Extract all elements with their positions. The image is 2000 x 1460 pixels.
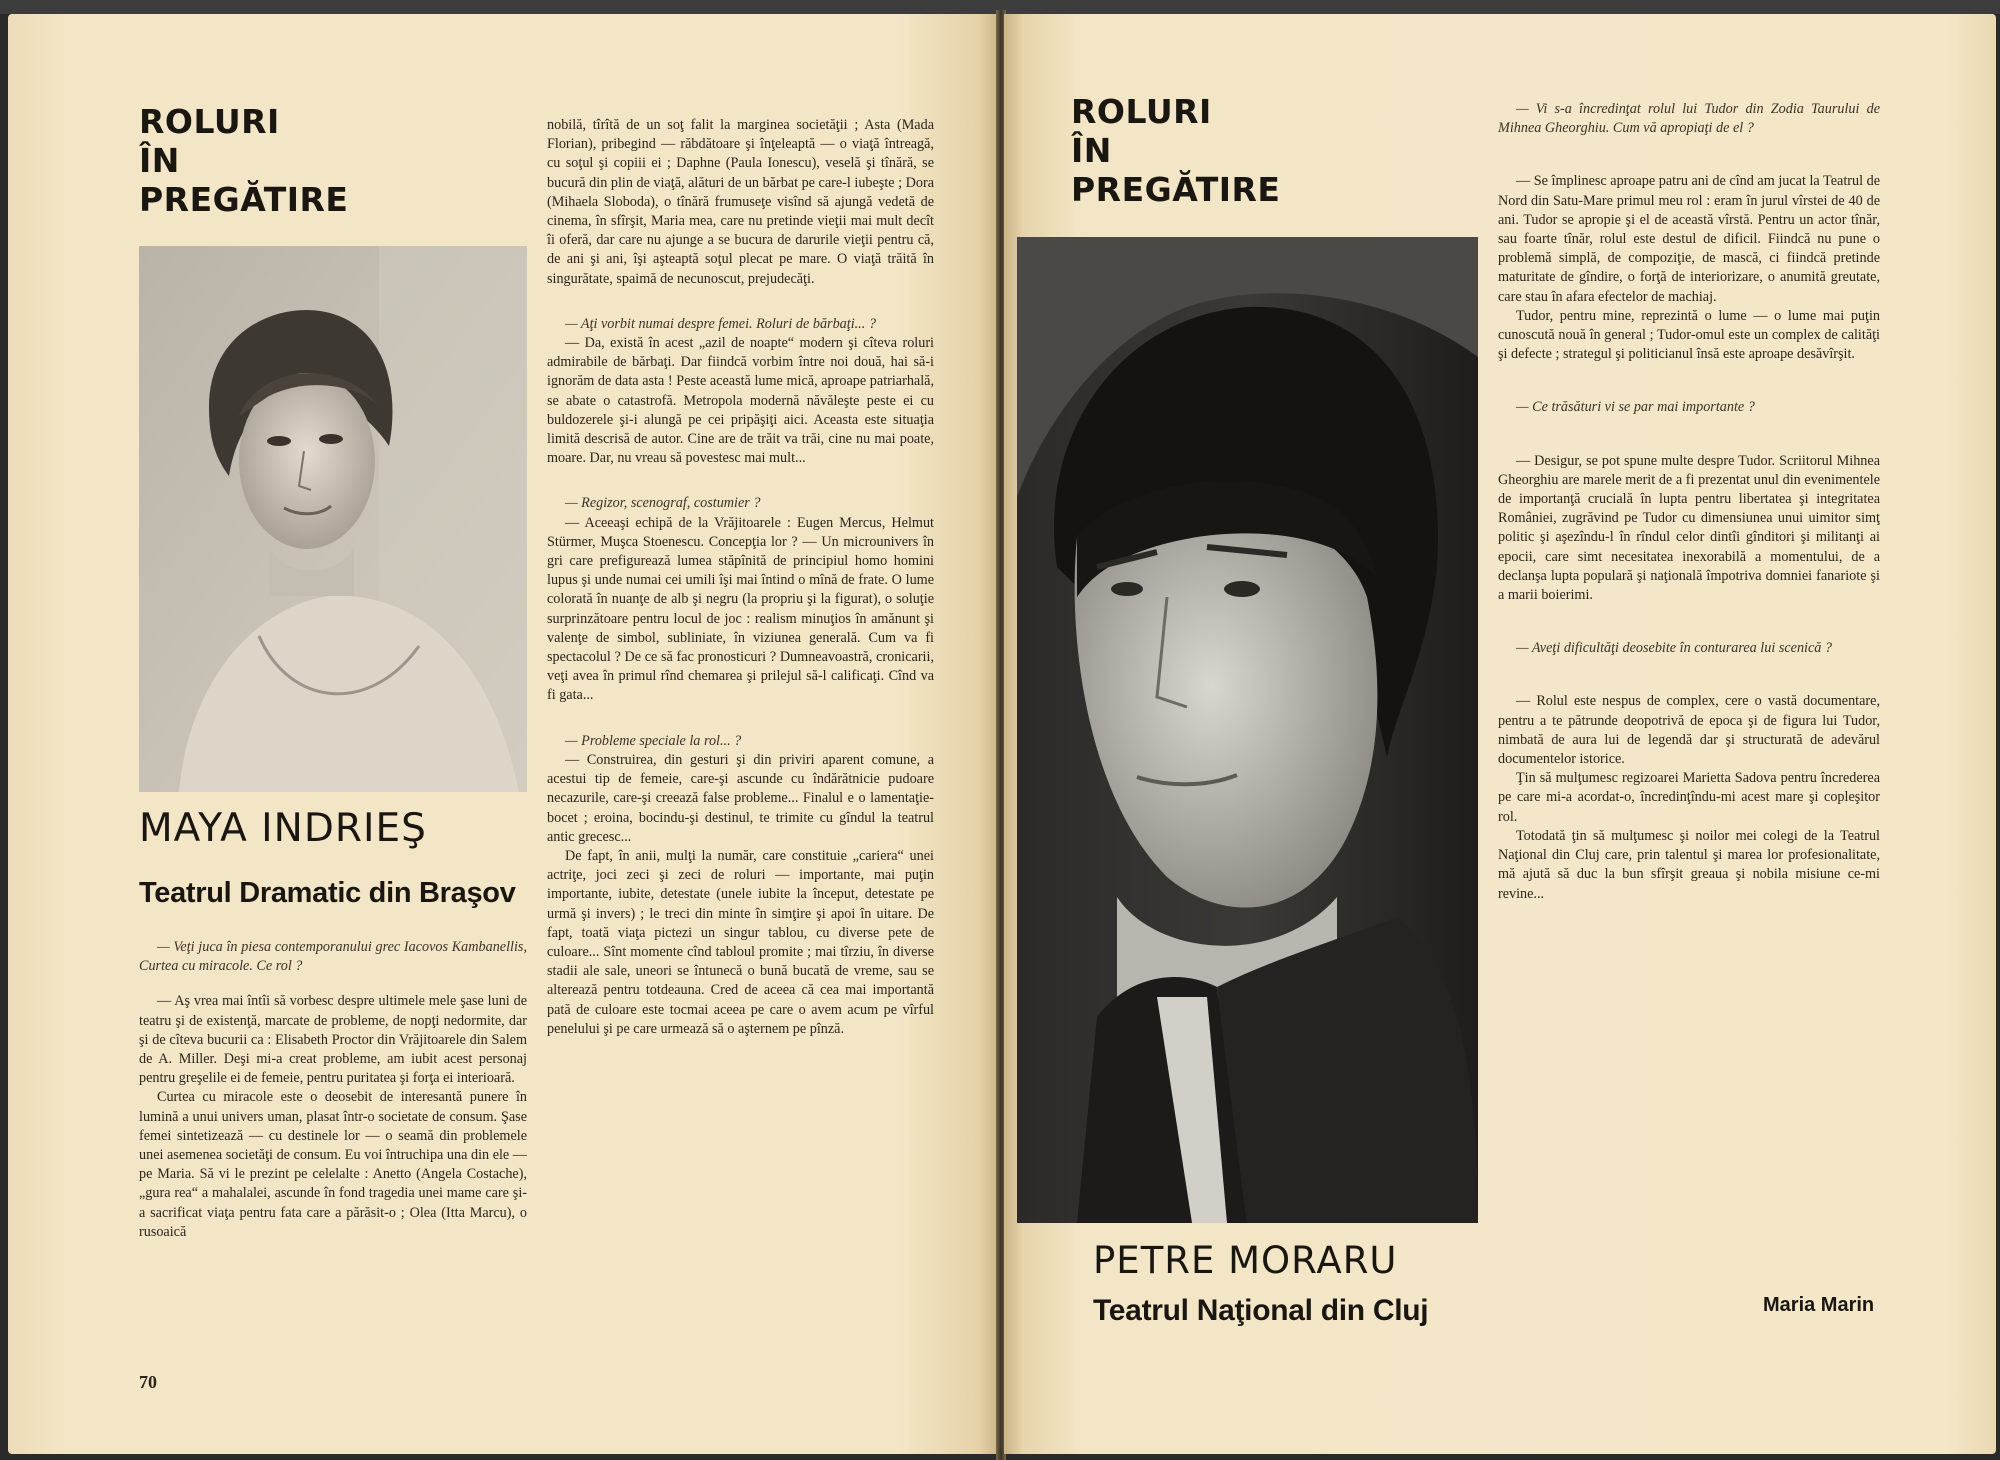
right-article-column — [1498, 100, 1880, 904]
right-actor-name: PETRE MORARU — [1093, 1239, 1398, 1282]
interview-answer: nobilă, tîrîtă de un soţ falit la marginea societăţii ; Asta (Mada Florian), pribegind — răbdătoare şi înţeleaptă — o viaţă întreagă, cu soţul şi copiii ei ; Daphne (Paula Ionescu), veselă şi tînără, se bucură din plin de viaţă, alături de un bărbat pe care-l iubeşte ; Dora (Mihaela Sloboda), o tînără frumuseţe visînd să ajungă vedetă de cinema, în sfîrşit, Maria mea, care nu pretinde vieţii mai mult decît îi oferă, dar care nu ajunge a se bucura de darurile vieţii pentru că, de ani şi ani, îşi aşteaptă soţul plecat pe mare. O viaţă trăită în singurătate, spaimă de necunoscut, prejudecăţi. — [547, 117, 934, 287]
interview-answer: — Aceeaşi echipă de la Vrăjitoarele : Eugen Mercus, Helmut Stürmer, Muşca Stoenescu. Concepţia lor ? — Un microunivers în gri care prefigurează lumea stăpînită de principiul homo homini lupus şi unde numai cei umili îşi mai întind o mînă de frate. O lume colorată în nuanţe de alb şi negru (la propriu şi la figurat), o soluţie surprinzătoare pentru locul de joc : realism minuţios în amănunt şi valenţe de simbol, subliniate, în viziunea generală. Cum va fi spectacolul ? De ce să fac pronosticuri ? Dumneavoastră, cronicarii, veţi avea în primul rînd chemarea şi prilejul să-l calificaţi. Cînd va fi gata... — [547, 514, 934, 704]
maya-indries-portrait — [139, 246, 527, 792]
interview-question: — Vi s-a încredinţat rolul lui Tudor din Zodia Taurului de Mihnea Gheorghiu. Cum vă apropiaţi de el ? — [1498, 101, 1880, 137]
right-headline — [1071, 92, 1280, 209]
interview-question: — Ce trăsături vi se par mai importante ? — [1516, 399, 1755, 416]
interview-answer: — Se împlinesc aproape patru ani de cînd am jucat la Teatrul de Nord din Satu-Mare primul meu rol : eram în jurul vîrstei de 40 de ani. Tudor se apropie şi el de această vîrstă. Pentru un actor tînăr, sau foarte tînăr, rolul este destul de dificil. Fiindcă nu pune o problemă simplă, de compoziţie, de mască, ci fiindcă pretinde maturitate de gîndire, o forţă de interiorizare, o anumită greutate, care stau în afara efectelor de machiaj. — [1498, 173, 1880, 305]
left-headline — [139, 102, 348, 219]
interview-question: — Veţi juca în piesa contemporanului grec Iacovos Kambanellis, Curtea cu miracole. Ce rol ? — [139, 939, 527, 975]
interview-answer: Totodată ţin să mulţumesc şi noilor mei colegi de la Teatrul Naţional din Cluj care, prin talentul şi marea lor profesionalitate, mă ajută să duc la bun sfîrşit greaua şi nobila misiune ce-mi revine... — [1498, 827, 1880, 902]
interview-answer: Ţin să mulţumesc regizoarei Marietta Sadova pentru încrederea pe care mi-a acordat-o, încredinţîndu-mi acest mare şi copleşitor rol. — [1498, 770, 1880, 825]
interview-answer: Curtea cu miracole este o deosebit de interesantă punere în lumină a unui univers uman, plasat într-o societate de consum. Şase femei sintetizează — cu destinele lor — o seamă din problemele unei asemenea societăţi de consum. Eu voi întruchipa una din ele — pe Maria. Să vi le prezint pe celelalte : Anetto (Angela Costache), „gura rea“ a mahalalei, ascunde în fond tragedia unei mame care şi-a sacrificat viaţa pentru fata care a părăsit-o ; Olea (Itta Marcu), o rusoaică — [139, 1089, 527, 1240]
interview-answer: De fapt, în anii, mulţi la număr, care constituie „cariera“ unei actriţe, joci zeci şi zeci de roluri — importante, mai puţin importante, iubite, detestate (unele iubite la început, detestate pe urmă şi invers) ; le treci din minte în simţire şi apoi în uitare. De fapt, toată viaţa pictezi un singur tablou, cu diverse pete de culoare... Sînt momente cînd tabloul promite ; mai tîrziu, în diverse stadii ale sale, uneori se întunecă o bună bucată de vreme, sau se alterează pentru totdeauna. Cred de aceea că cea mai importantă pată de culoare este tocmai aceea pe care o avem acum pe vîrful penelului şi pe care urmează să o aşternem pe pînză. — [547, 847, 934, 1037]
left-article-column-1 — [139, 938, 527, 1242]
author-signature: Maria Marin — [1763, 1294, 1875, 1316]
headline-line-3: PREGĂTIRE — [139, 180, 349, 219]
headline-line-2: ÎN — [139, 141, 180, 180]
interview-question: — Aţi vorbit numai despre femei. Roluri de bărbaţi... ? — [565, 315, 876, 332]
left-theatre-name: Teatrul Dramatic din Braşov — [139, 877, 516, 909]
interview-answer: — Construirea, din gesturi şi din priviri aparent comune, a acestui tip de femeie, care-şi ascunde cu îndărătnicie pudoare necazurile, care-şi creează false probleme... Finalul e o lamentaţie-bocet ; eroina, bocindu-şi destinul, te trimite cu gîndul la teatrul antic grecesc... — [547, 751, 934, 845]
interview-question: — Probleme speciale la rol... ? — [565, 732, 742, 749]
headline-line-1: ROLURI — [1071, 92, 1212, 131]
headline-line-1: ROLURI — [139, 102, 280, 141]
left-article-column-2 — [547, 116, 934, 1039]
interview-question: — Regizor, scenograf, costumier ? — [565, 495, 761, 512]
interview-answer: Tudor, pentru mine, reprezintă o lume — o lume mai puţin cunoscută nouă în general ; Tudor-omul este un complex de calităţi şi defecte ; strategul şi politicianul însă este aproape desăvîrşit. — [1498, 307, 1880, 363]
left-actor-name: MAYA INDRIEŞ — [139, 806, 427, 851]
petre-moraru-portrait — [1017, 237, 1478, 1223]
right-page — [1004, 14, 1996, 1454]
interview-answer: — Desigur, se pot spune multe despre Tudor. Scriitorul Mihnea Gheorghiu are marele merit de a fi prezentat unul din evenimentele de importanţă crucială în lupta pentru libertatea şi integritatea României, zugrăvind pe Tudor cu dimensiunea unui uimitor simţ politic şi aşezîndu-l în rîndul celor dintîi gînditori şi militanţi ai epocii, care simt necesitatea inexorabilă a momentului, de a declanşa lupta populară şi naţională împotriva domniei fanariote şi a marii boierimi. — [1498, 452, 1880, 604]
right-theatre-name: Teatrul Naţional din Cluj — [1093, 1294, 1429, 1327]
interview-question: — Aveţi dificultăţi deosebite în conturarea lui scenică ? — [1516, 640, 1833, 657]
headline-line-2: ÎN — [1071, 131, 1112, 170]
page-number: 70 — [139, 1372, 157, 1392]
interview-answer: — Aş vrea mai întîi să vorbesc despre ultimele mele şase luni de teatru şi de existenţă, marcate de probleme, de nopţi nedormite, dar şi de cîteva bucurii ca : Elisabeth Proctor din Vrăjitoarele din Salem de A. Miller. Deşi mi-a creat probleme, am iubit acest personaj pentru greşelile ei de femeie, pentru puritatea şi forţa ei interioară. — [139, 993, 527, 1087]
interview-answer: — Rolul este nespus de complex, cere o vastă documentare, pentru a te pătrunde deopotrivă de epoca şi de figura lui Tudor, nimbată de aura lui de legendă dar şi structurată de adevărul documentelor istorice. — [1498, 693, 1880, 768]
interview-answer: — Da, există în acest „azil de noapte“ modern şi cîteva roluri admirabile de bărbaţi. Dar fiindcă vorbim între noi două, hai să-i ignorăm de data asta ! Peste această lume mică, aproape patriarhală, se abate o catastrofă. Metropola modernă năvăleşte peste ei cu buldozerele şi-i alungă pe cei pripăşiţi aici. Aceasta este situaţia limită descrisă de autor. Cine are de trăit va trăi, cine nu mai poate, moare. Dar, nu vreau să povestesc mai mult... — [547, 335, 934, 467]
headline-line-3: PREGĂTIRE — [1071, 170, 1281, 209]
left-page — [8, 14, 998, 1454]
